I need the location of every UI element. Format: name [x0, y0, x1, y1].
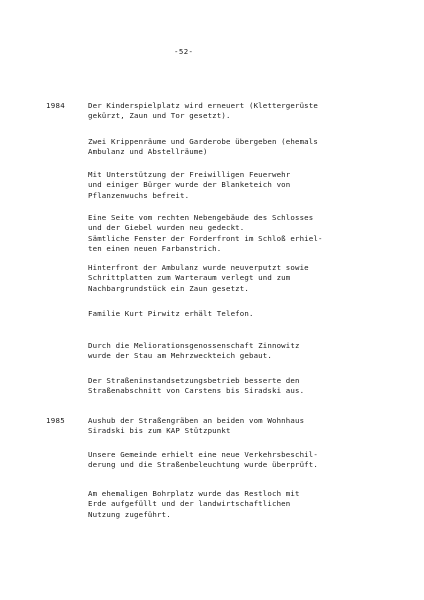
entry-blanketeich: Mit Unterstützung der Freiwilligen Feuerwehr und einiger Bürger wurde der Blanketeich von Pflanzenwuchs befreit. [88, 170, 291, 200]
entry-schloss-dach: Eine Seite vom rechten Nebengebäude des Schlosses und der Giebel wurden neu gedeckt. Sämtliche Fenster der Forderfront im Schloß erhiel- ten einen neuen Farbanstrich. [88, 213, 323, 254]
entry-strassengraeben: Aushub der Straßengräben an beiden vom Wohnhaus Siradski bis zum KAP Stützpunkt [88, 416, 305, 436]
entry-ambulanz-hinterfront: Hinterfront der Ambulanz wurde neuverputzt sowie Schrittplatten zum Warteraum verlegt und zum Nachbargrundstück ein Zaun gesetzt. [88, 263, 309, 293]
entry-bohrplatz: Am ehemaligen Bohrplatz wurde das Restloch mit Erde aufgefüllt und der landwirtschaftlichen Nutzung zugeführt. [88, 489, 300, 519]
year-label-1984: 1984 [46, 101, 65, 110]
year-label-1985: 1985 [46, 416, 65, 425]
entry-telefon: Familie Kurt Pirwitz erhält Telefon. [88, 309, 254, 318]
page-number: -52- [174, 47, 194, 56]
entry-verkehrsbeschilderung: Unsere Gemeinde erhielt eine neue Verkehrsbeschil- derung und die Straßenbeleuchtung wurde überprüft. [88, 450, 318, 470]
entry-kinderspielplatz: Der Kinderspielplatz wird erneuert (Klettergerüste gekürzt, Zaun und Tor gesetzt). [88, 101, 318, 121]
entry-krippenraeume: Zwei Krippenräume und Garderobe übergeben (ehemals Ambulanz und Abstellräume) [88, 137, 318, 157]
entry-strassenabschnitt: Der Straßeninstandsetzungsbetrieb besserte den Straßenabschnitt von Carstens bis Siradski aus. [88, 376, 305, 396]
entry-mehrzweckteich: Durch die Meliorationsgenossenschaft Zinnowitz wurde der Stau am Mehrzweckteich gebaut. [88, 341, 300, 361]
